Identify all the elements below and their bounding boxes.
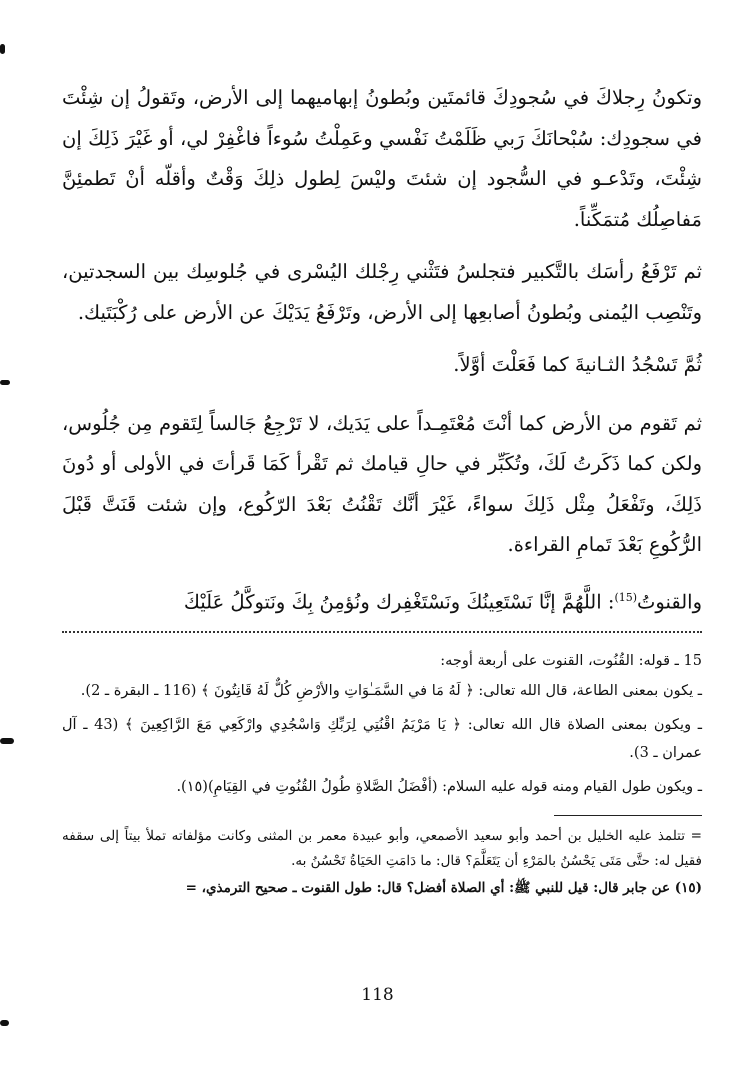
continuation-note: = تتلمذ عليه الخليل بن أحمد وأبو سعيد الأصمعي، وأبو عبيدة معمر بن المثنى وكانت مؤلفاته تملأ بيتاً إلى سقفه فقيل له: حتَّى مَتَى يَحْسُنُ بالمَرْءِ أن يَتَعَلَّمَ؟ قال: ما دَامَتِ الحَيَاةُ تَحْسُنُ به. (62, 827, 702, 869)
dotted-separator (62, 631, 702, 633)
paragraph-second-sujud: ثُمَّ تَسْجُدُ الثـانيةَ كما فَعَلْتَ أوَّلاً. (453, 353, 702, 376)
footnote-15-item-standing: ـ ويكون طول القيام ومنه قوله عليه السلام: (أفْضَلُ الصَّلاةِ طُولُ القُنُوتِ في القِيَامِ)(١٥). (176, 778, 702, 795)
page-edge-mark-2 (0, 738, 14, 744)
bottom-notes (62, 824, 702, 901)
page-edge-mark-top (0, 44, 5, 54)
qunut-text: : اللَّهُمَّ إنَّا نَسْتَعِينُكَ ونَسْتَغْفِرك ونُؤمِنُ بِكَ ونَتوكَّلُ عَلَيْكَ (183, 590, 615, 613)
footnote-15 (62, 647, 702, 801)
page-edge-mark-1 (0, 380, 10, 385)
paragraph-second-rakah: ثم تَقوم من الأرض كما أنْتَ مُعْتَمِـداً على يَدَيك، لا تَرْجِعُ جَالساً لِتَقوم مِن جُلُوس، ولكن كما ذَكَرتُ لَكَ، وتُكَبِّر في حالِ قيامك ثم تَقْرأ كَمَا قَرأتَ في الأولى أو دُونَ ذَلِكَ، وتَفْعَلُ مِثْل ذَلِكَ سواءً، غَيْرَ أنَّك تَقْنُتُ بَعْدَ الرّكُوع، وإن شئت قَنَتَّ قَبْلَ الرُّكُوعِ بَعْدَ تَمامِ القراءة. (62, 411, 702, 556)
page-edge-mark-bottom (0, 1020, 9, 1026)
footnote-15-item-obedience: ـ يكون بمعنى الطاعة، قال الله تعالى: ﴿ لَهُ مَا في السَّمَـٰوَاتِ والأرْضِ كُلٌّ لَهُ قَانِتُونَ ﴾ (116 ـ البقرة ـ 2). (80, 682, 702, 699)
footnote-15-item-prayer: ـ ويكون بمعنى الصلاة قال الله تعالى: ﴿ يَا مَرْيَمُ اقْنُتِي لِرَبِّكِ وَاسْجُدِي وارْكَعِي مَعَ الرَّاكِعِينَ ﴾ (43 ـ آل عمران ـ 3). (62, 716, 702, 761)
hadith-note: (١٥) عن جابر قال: قيل للنبي ﷺ: أي الصلاة أفضل؟ قال: طول القنوت ـ صحيح الترمذي، = (185, 879, 702, 896)
page-content (62, 78, 702, 903)
qunut-lead: والقنوتُ (637, 590, 702, 613)
footnote-rule (554, 815, 702, 816)
paragraph-qunut (62, 578, 702, 623)
paragraph-sujud: وتكونُ رِجلاكَ في سُجودِكَ قائمتَين وبُطونُ إبهاميهما إلى الأرض، وتَقولُ إن شِئْتَ في سجودِك: سُبْحانَكَ رَبي ظَلَمْتُ نَفْسي وعَمِلْتُ سُوءاً فاغْفِرْ لي، أو غَيْرَ ذَلِكَ إن شِئْتَ، وتَدْعـو في السُّجود إن شئتَ وليْسَ لِطول ذلِكَ وَقْتٌ وأقلّه أنْ تَطمئِنَّ مَفاصِلُك مُتمَكِّناً. (62, 86, 702, 231)
paragraph-jalsa: ثم تَرْفَعُ رأسَك بالتَّكبير فتجلسُ فتَثْني رِجْلك اليُسْرى في جُلوسِك بين السجدتين، وتَنْصِب اليُمنى وبُطونُ أصابعِها إلى الأرض، وتَرْفَعُ يَدَيْكَ عن الأرض على رُكْبَتَيك. (62, 260, 702, 324)
footnote-ref-15: (15) (614, 590, 638, 604)
footnote-15-head: 15 ـ قوله: القُنُوت، القنوت على أربعة أوجه: (440, 652, 702, 669)
page-number: 118 (361, 985, 394, 1005)
